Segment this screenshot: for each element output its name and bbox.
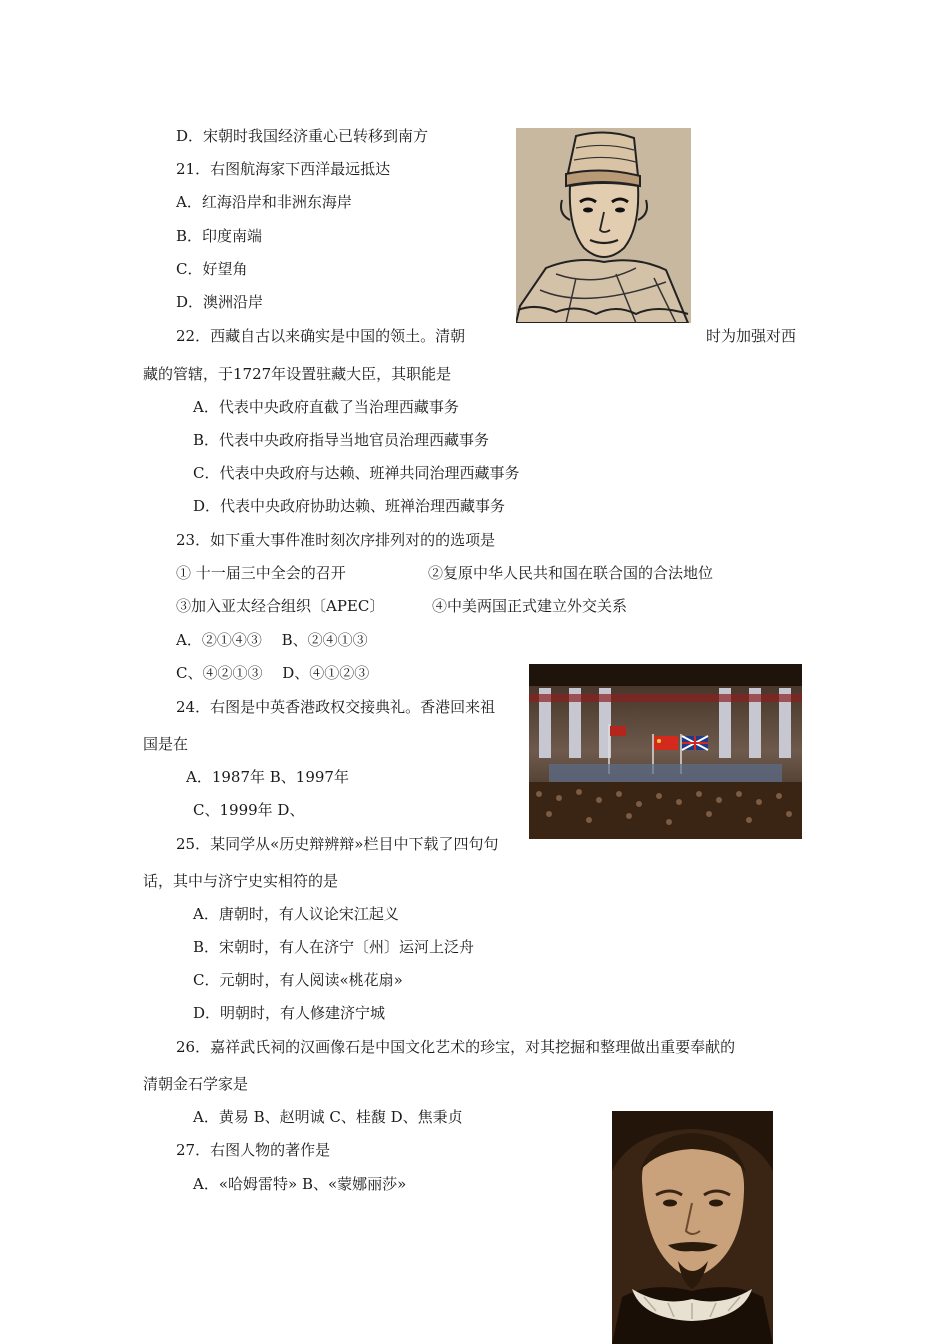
q23-item-4: ④中美两国正式建立外交关系	[432, 597, 628, 615]
navigator-drawing	[516, 128, 691, 323]
q23-item-1: ① 十一届三中全会的召开	[176, 564, 346, 582]
q23-options-cd: C、④②①③ D、④①②③	[176, 664, 370, 682]
q25-option-a: A．唐朝时，有人议论宋江起义	[193, 905, 399, 923]
q23-item-2: ②复原中华人民共和国在联合国的合法地位	[428, 564, 714, 582]
q27-options: A．«哈姆雷特» B、«蒙娜丽莎»	[193, 1175, 407, 1193]
q26-stem-line1: 26．嘉祥武氏祠的汉画像石是中国文化艺术的珍宝，对其挖掘和整理做出重要奉献的	[176, 1038, 736, 1056]
q25-option-b: B．宋朝时，有人在济宁〔州〕运河上泛舟	[193, 938, 475, 956]
handover-ceremony-photo	[529, 664, 802, 839]
q23-options-ab: A．②①④③ B、②④①③	[176, 631, 368, 649]
q22-stem-line1-right: 时为加强对西	[706, 327, 797, 345]
q25-stem-line2: 话，其中与济宁史实相符的是	[143, 872, 339, 890]
handover-photo-drawing	[529, 664, 802, 839]
q22-option-a: A．代表中央政府直截了当治理西藏事务	[193, 398, 459, 416]
q24-stem-line2: 国是在	[143, 735, 189, 753]
q22-stem-line2: 藏的管辖，于1727年设置驻藏大臣，其职能是	[143, 365, 452, 383]
portrait-drawing	[612, 1111, 773, 1344]
q25-option-d: D．明朝时，有人修建济宁城	[193, 1004, 386, 1022]
q24-options-ab: A．1987年 B、1997年	[186, 768, 349, 786]
q24-options-cd: C、1999年 D、	[193, 801, 305, 819]
q22-stem-line1-left: 22．西藏自古以来确实是中国的领土。清朝	[176, 327, 466, 345]
navigator-illustration	[516, 128, 691, 323]
q25-option-c: C．元朝时，有人阅读«桃花扇»	[193, 971, 403, 989]
q25-stem-line1: 25．某同学从«历史辩辨辩»栏目中下载了四句句	[176, 835, 499, 853]
q21-stem: 21．右图航海家下西洋最远抵达	[176, 160, 391, 178]
q21-option-b: B．印度南端	[176, 227, 263, 245]
q21-option-d: D．澳洲沿岸	[176, 293, 264, 311]
q22-option-b: B．代表中央政府指导当地官员治理西藏事务	[193, 431, 490, 449]
q21-option-a: A．红海沿岸和非洲东海岸	[176, 193, 352, 211]
shakespeare-portrait	[612, 1111, 773, 1344]
q26-options: A．黄易 B、赵明诚 C、桂馥 D、焦秉贞	[193, 1108, 463, 1126]
q27-stem: 27．右图人物的著作是	[176, 1141, 331, 1159]
q20-option-d: D．宋朝时我国经济重心已转移到南方	[176, 127, 429, 145]
q22-option-c: C．代表中央政府与达赖、班禅共同治理西藏事务	[193, 464, 520, 482]
q21-option-c: C．好望角	[176, 260, 248, 278]
q22-option-d: D．代表中央政府协助达赖、班禅治理西藏事务	[193, 497, 506, 515]
q23-item-3: ③加入亚太经合组织〔APEC〕	[176, 597, 385, 615]
q23-stem: 23．如下重大事件准时刻次序排列对的的选项是	[176, 531, 496, 549]
q24-stem-line1: 24．右图是中英香港政权交接典礼。香港回来祖	[176, 698, 496, 716]
q26-stem-line2: 清朝金石学家是	[143, 1075, 249, 1093]
